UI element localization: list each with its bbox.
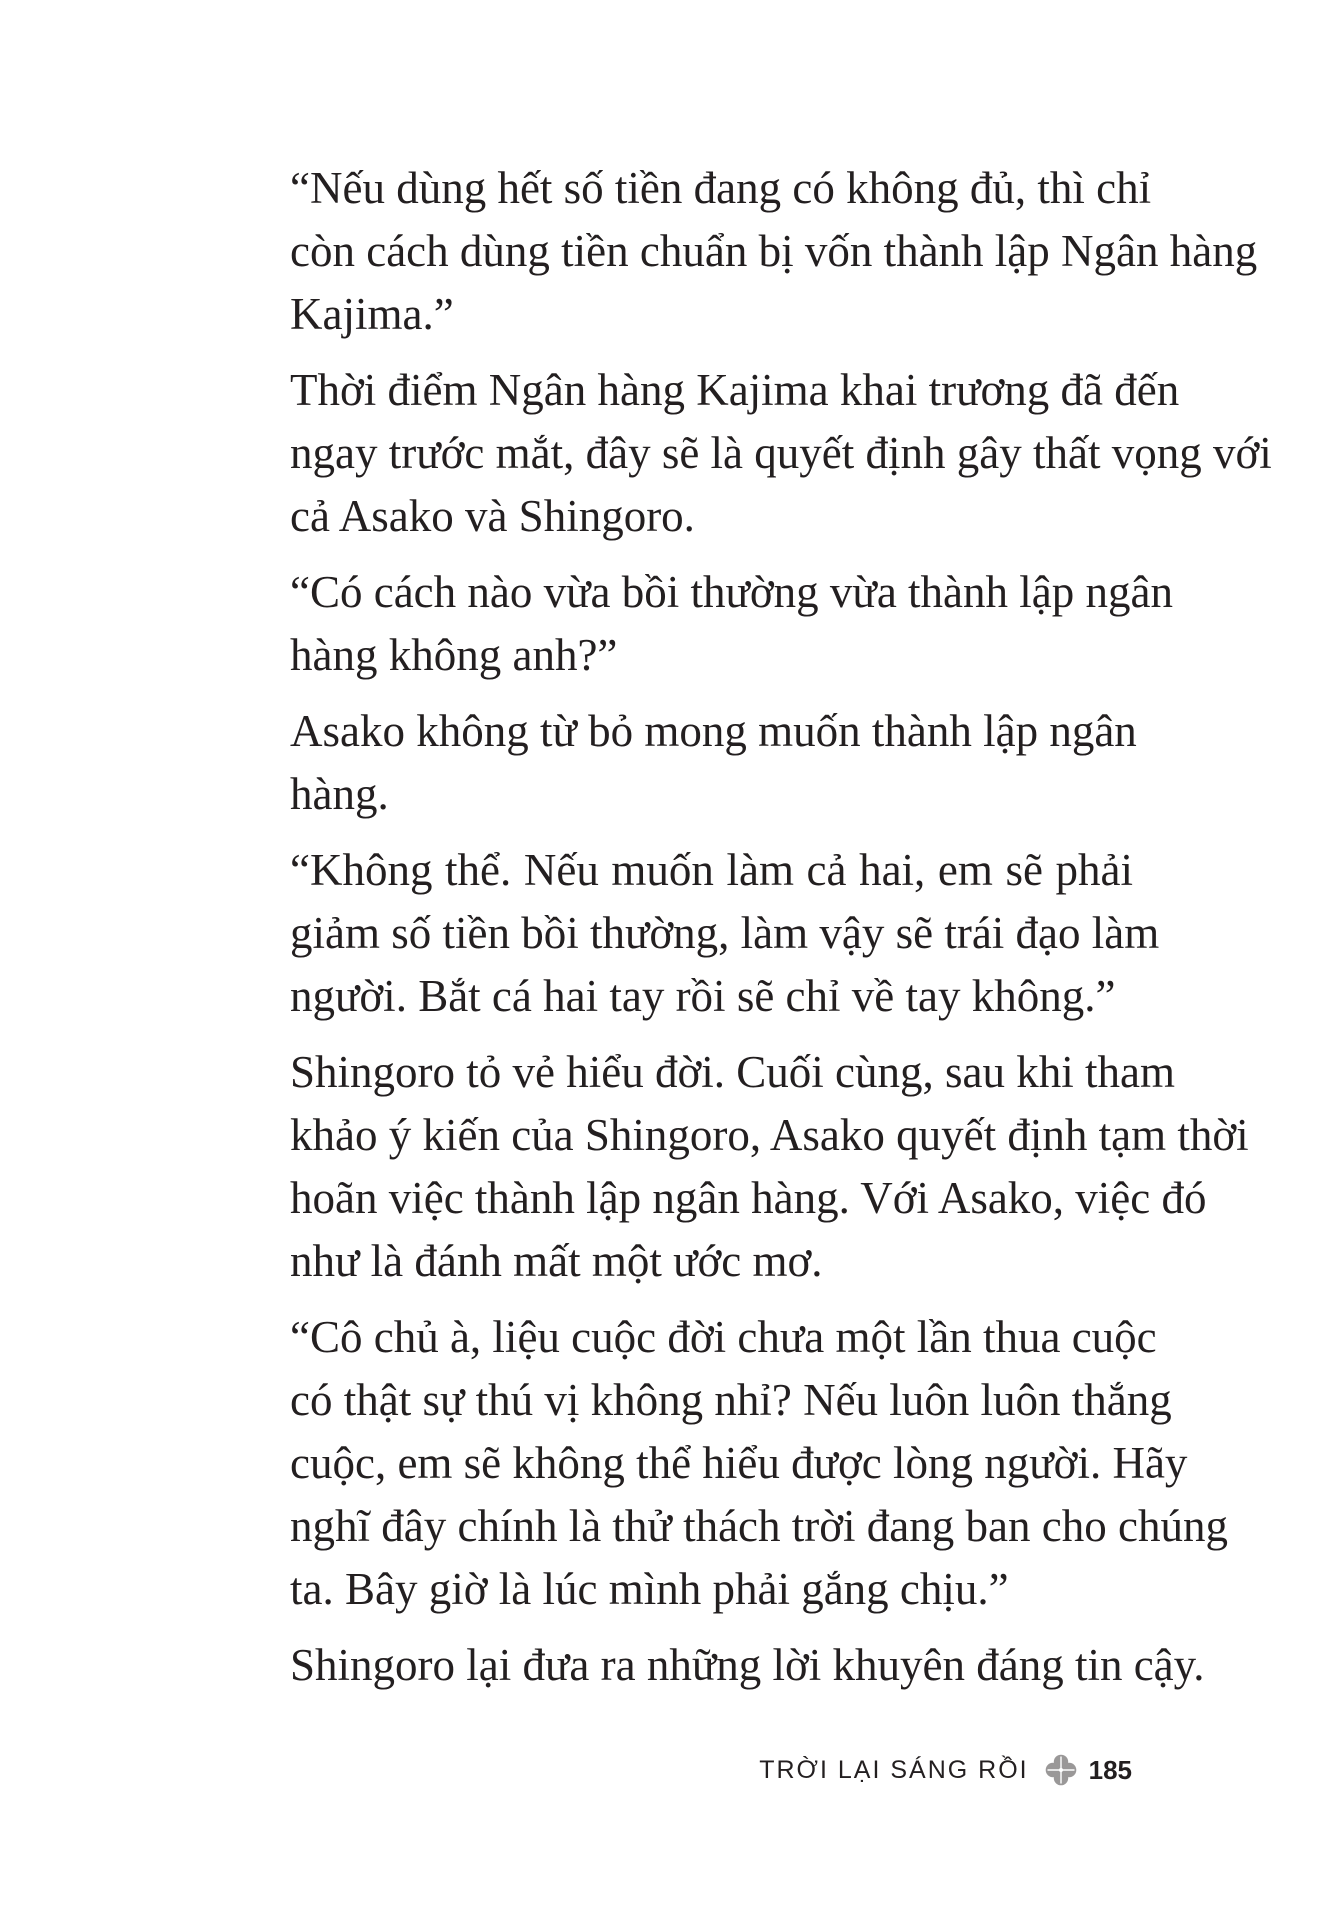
text-line: khảo ý kiến của Shingoro, Asako quyết định tạm thời — [290, 1110, 1249, 1160]
text-line: “Nếu dùng hết số tiền đang có không đủ, thì chỉ — [290, 163, 1152, 213]
text-line: hàng không anh?” — [290, 630, 618, 680]
text-line: hàng. — [290, 769, 389, 819]
paragraph — [220, 700, 1137, 826]
paragraph — [220, 561, 1173, 687]
text-line: giảm số tiền bồi thường, làm vậy sẽ trái đạo làm — [290, 908, 1160, 958]
text-line: Shingoro tỏ vẻ hiểu đời. Cuối cùng, sau khi tham — [290, 1047, 1175, 1097]
paragraph — [220, 1041, 1249, 1293]
text-line: “Cô chủ à, liệu cuộc đời chưa một lần thua cuộc — [290, 1312, 1157, 1362]
text-line: cuộc, em sẽ không thể hiểu được lòng người. Hãy — [290, 1438, 1188, 1488]
text-line: như là đánh mất một ước mơ. — [290, 1236, 823, 1286]
text-line: ngay trước mắt, đây sẽ là quyết định gây thất vọng với — [290, 428, 1272, 478]
text-line: còn cách dùng tiền chuẩn bị vốn thành lập Ngân hàng — [290, 226, 1258, 276]
text-line: Shingoro lại đưa ra những lời khuyên đáng tin cậy. — [290, 1640, 1205, 1690]
paragraph — [220, 1306, 1228, 1621]
paragraph — [220, 839, 1160, 1028]
running-title: TRỜI LẠI SÁNG RỒI — [759, 1755, 1029, 1784]
page-footer — [759, 1752, 1132, 1788]
paragraph — [220, 359, 1272, 548]
text-line: Kajima.” — [290, 289, 454, 339]
paragraph — [220, 1634, 1205, 1697]
text-line: ta. Bây giờ là lúc mình phải gắng chịu.” — [290, 1564, 1009, 1614]
body-text — [220, 157, 1272, 1710]
text-line: hoãn việc thành lập ngân hàng. Với Asako, việc đó — [290, 1173, 1207, 1223]
paragraph — [220, 157, 1258, 346]
text-line: “Có cách nào vừa bồi thường vừa thành lập ngân — [290, 567, 1173, 617]
text-line: nghĩ đây chính là thử thách trời đang ban cho chúng — [290, 1501, 1228, 1551]
clover-icon — [1043, 1752, 1079, 1788]
text-line: “Không thể. Nếu muốn làm cả hai, em sẽ phải — [290, 845, 1133, 895]
page-number: 185 — [1088, 1754, 1132, 1785]
text-line: Thời điểm Ngân hàng Kajima khai trương đã đến — [290, 365, 1180, 415]
text-line: cả Asako và Shingoro. — [290, 491, 695, 541]
text-line: có thật sự thú vị không nhỉ? Nếu luôn luôn thắng — [290, 1375, 1172, 1425]
text-line: người. Bắt cá hai tay rồi sẽ chỉ về tay không.” — [290, 971, 1116, 1021]
text-line: Asako không từ bỏ mong muốn thành lập ngân — [290, 706, 1137, 756]
